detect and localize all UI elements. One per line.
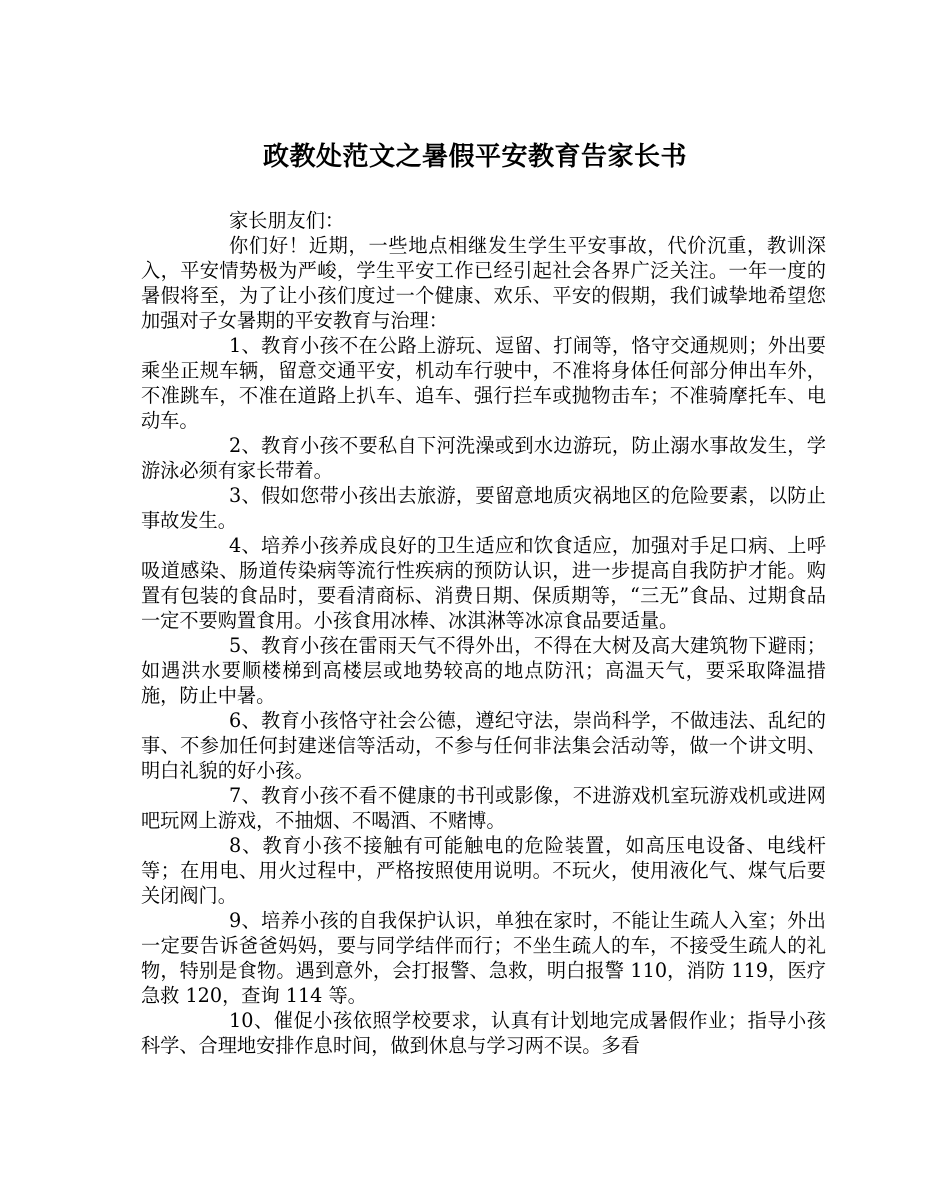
list-item-3: 3、假如您带小孩出去旅游，要留意地质灾祸地区的危险要素，以防止事故发生。 [141, 484, 826, 532]
list-item-2: 2、教育小孩不要私自下河洗澡或到水边游玩，防止溺水事故发生，学游泳必须有家长带着。 [141, 434, 826, 482]
list-item-7: 7、教育小孩不看不健康的书刊或影像，不进游戏机室玩游戏机或进网吧玩网上游戏，不抽烟、不喝酒、不赌博。 [141, 784, 826, 832]
document-body [141, 208, 826, 1058]
list-item-8: 8、教育小孩不接触有可能触电的危险装置，如高压电设备、电线杆等；在用电、用火过程中，严格按照使用说明。不玩火，使用液化气、煤气后要关闭阀门。 [141, 834, 826, 907]
document-title: 政教处范文之暑假平安教育告家长书 [262, 142, 687, 172]
list-item-4: 4、培养小孩养成良好的卫生适应和饮食适应，加强对手足口病、上呼吸道感染、肠道传染病等流行性疾病的预防认识，进一步提高自我防护才能。购置有包装的食品时，要看清商标、消费日期、保质期等，“三无”食品、过期食品一定不要购置食用。小孩食用冰棒、冰淇淋等冰凉食品要适量。 [141, 534, 826, 632]
list-item-1: 1、教育小孩不在公路上游玩、逗留、打闹等，恪守交通规则；外出要乘坐正规车辆，留意交通平安，机动车行驶中，不准将身体任何部分伸出车外，不准跳车，不准在道路上扒车、追车、强行拦车或抛物击车；不准骑摩托车、电动车。 [141, 334, 826, 432]
greeting-paragraph: 家长朋友们： [229, 209, 345, 232]
list-item-6: 6、教育小孩恪守社会公德，遵纪守法，崇尚科学，不做违法、乱纪的事、不参加任何封建迷信等活动，不参与任何非法集会活动等，做一个讲文明、明白礼貌的好小孩。 [141, 709, 826, 782]
list-item-5: 5、教育小孩在雷雨天气不得外出，不得在大树及高大建筑物下避雨；如遇洪水要顺楼梯到高楼层或地势较高的地点防汛；高温天气，要采取降温措施，防止中暑。 [141, 634, 826, 707]
intro-paragraph: 你们好！近期，一些地点相继发生学生平安事故，代价沉重，教训深入，平安情势极为严峻，学生平安工作已经引起社会各界广泛关注。一年一度的暑假将至，为了让小孩们度过一个健康、欢乐、平安的假期，我们诚挚地希望您加强对子女暑期的平安教育与治理： [141, 234, 826, 332]
list-item-9: 9、培养小孩的自我保护认识，单独在家时，不能让生疏人入室；外出一定要告诉爸爸妈妈，要与同学结伴而行；不坐生疏人的车，不接受生疏人的礼物，特别是食物。遇到意外，会打报警、急救，明白报警 110，消防 119，医疗急救 120，查询 114 等。 [141, 909, 826, 1007]
list-item-10: 10、催促小孩依照学校要求，认真有计划地完成暑假作业；指导小孩科学、合理地安排作息时间，做到休息与学习两不误。多看 [141, 1009, 826, 1057]
